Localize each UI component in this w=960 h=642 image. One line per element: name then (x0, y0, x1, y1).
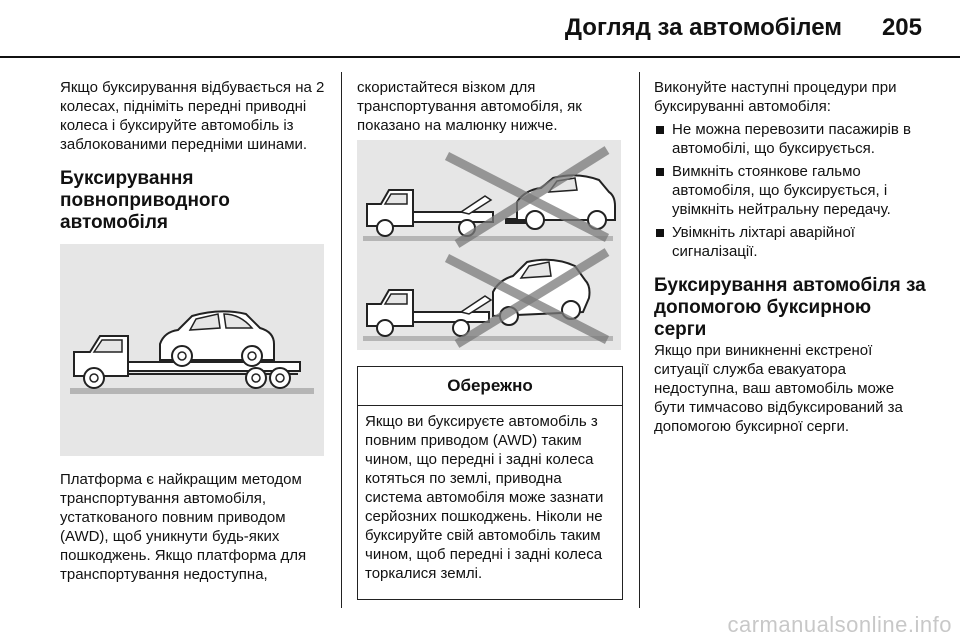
left-column (60, 78, 330, 584)
towing-procedures-list (654, 120, 926, 261)
tow-eye-paragraph: Якщо при виникненні екстреної ситуації служба евакуатора недоступна, ваш автомобіль може бути тимчасово відбуксирований за допомогою буксирної серги. (654, 342, 903, 435)
page-number: 205 (881, 14, 922, 41)
list-item (654, 223, 926, 261)
tow-eye-heading: Буксирування автомобіля за допомогою буксирною серги (654, 275, 926, 340)
page-header (0, 0, 960, 56)
bullet-square-icon (656, 168, 664, 176)
list-item (654, 120, 926, 158)
warning-body: Якщо ви буксируєте автомобіль з повним приводом (AWD) таким чином, що передні і задні колеса котяться по землі, приводна система автомобіля може зазнати серйозних пошкоджень. Ніколи не буксируйте свій автомобіль таким чином, щоб передні і задні колеса торкалися землі. (365, 413, 604, 582)
bullet-square-icon (656, 229, 664, 237)
left-intro-paragraph: Якщо буксирування відбувається на 2 колесах, підніміть передні приводні колеса і буксируйте автомобіль із заблокованими передніми шинами. (60, 79, 325, 153)
warning-title: Обережно (358, 367, 622, 406)
left-after-figure-paragraph: Платформа є найкращим методом транспортування автомобіля, устаткованого повним приводом (AWD), щоб уникнути будь-яких пошкоджень. Якщо платформа для транспортування недоступна, (60, 471, 307, 583)
flatbed-truck-illustration (60, 244, 324, 456)
column-divider-1 (341, 72, 342, 608)
dolly-towing-forbidden-illustration (357, 140, 621, 350)
middle-column (357, 78, 627, 582)
middle-intro-paragraph: скористайтеся візком для транспортування автомобіля, як показано на малюнку нижче. (357, 79, 582, 134)
column-divider-2 (639, 72, 640, 608)
awd-towing-heading: Буксирування повноприводного автомобіля (60, 168, 230, 233)
list-item (654, 162, 926, 219)
header-rule (0, 56, 960, 58)
right-column (654, 78, 926, 436)
bullet-text: Не можна перевозити пасажирів в автомобілі, що буксирується. (672, 121, 911, 157)
bullet-text: Увімкніть ліхтарі аварійної сигналізації. (672, 224, 855, 260)
bullet-text: Вимкніть стоянкове гальмо автомобіля, що буксирується, і увімкніть нейтральну передачу. (672, 163, 891, 218)
warning-box (357, 366, 623, 600)
right-intro-paragraph: Виконуйте наступні процедури при буксируванні автомобіля: (654, 79, 897, 115)
bullet-square-icon (656, 126, 664, 134)
page-title: Догляд за автомобілем (564, 14, 842, 41)
watermark-text: carmanualsonline.info (727, 612, 952, 637)
